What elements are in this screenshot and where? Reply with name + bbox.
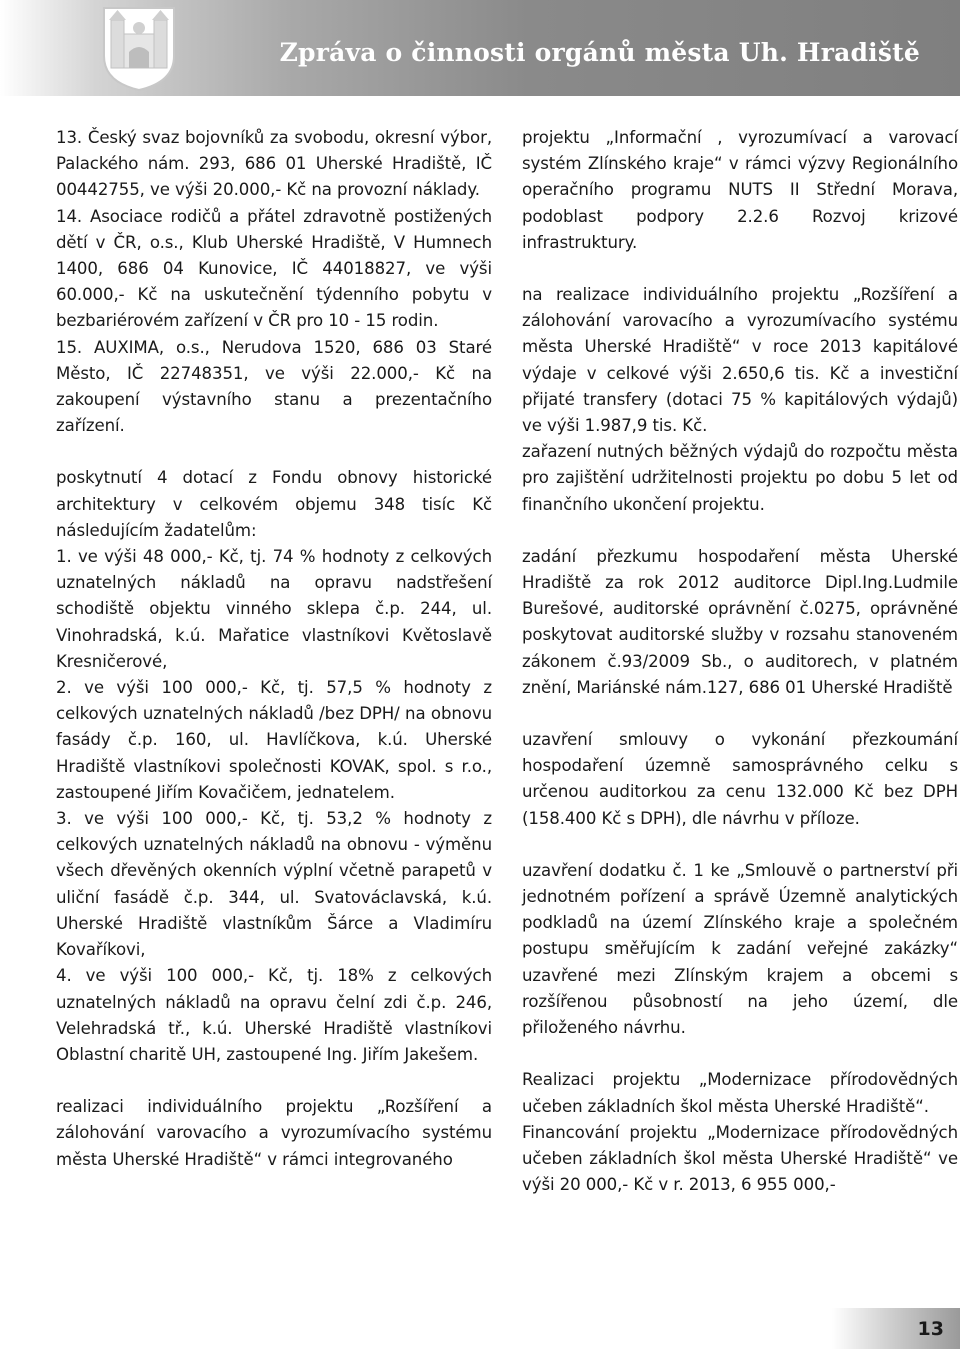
- paragraph: poskytnutí 4 dotací z Fondu obnovy historické architektury v celkovém objemu 348 tisíc Kč následujícím žadatelům:: [56, 468, 492, 540]
- paragraph: zařazení nutných běžných výdajů do rozpočtu města pro zajištění udržitelnosti projektu po dobu 5 let od finančního ukončení projektu.: [522, 442, 958, 514]
- paragraph-gap: [56, 439, 492, 465]
- page-number: 13: [917, 1318, 944, 1340]
- paragraph: 2. ve výši 100 000,- Kč, tj. 57,5 % hodnoty z celkových uznatelných nákladů /bez DPH/ na obnovu fasády č.p. 160, ul. Havlíčkova, k.ú. Uherské Hradiště vlastníkovi společnosti KOVAK, spol. s r.o., zastoupené Jiřím Kovačičem, jednatelem.: [56, 678, 492, 802]
- paragraph: Financování projektu „Modernizace přírodovědných učeben základních škol města Uherské Hradiště“ ve výši 20 000,- Kč v r. 2013, 6 955 000,-: [522, 1122, 958, 1195]
- paragraph: uzavření smlouvy o vykonání přezkoumání hospodaření územně samosprávného celku s určenou auditorkou za cenu 132.000 Kč bez DPH (158.400 Kč s DPH), dle návrhu v příloze.: [522, 730, 958, 828]
- paragraph: 1. ve výši 48 000,- Kč, tj. 74 % hodnoty z celkových uznatelných nákladů na opravu nadstřešení schodiště objektu vinného sklepa č.p. 244, ul. Vinohradská, k.ú. Mařatice vlastníkovi Květoslavě Kresničerové,: [56, 547, 492, 671]
- right-column: [522, 125, 958, 1198]
- paragraph: na realizace individuálního projektu „Rozšíření a zálohování varovacího a vyrozumívacího systému města Uherské Hradiště“ v roce 2013 kapitálové výdaje v celkové výši 2.650,6 tis. Kč a investiční přijaté transfery (dotaci 75 % kapitálových výdajů) ve výši 1.987,9 tis. Kč.: [522, 285, 958, 436]
- paragraph-gap: [56, 1068, 492, 1094]
- paragraph: Realizaci projektu „Modernizace přírodovědných učeben základních škol města Uherské Hradiště“.: [522, 1070, 958, 1116]
- paragraph: 14. Asociace rodičů a přátel zdravotně postižených dětí v ČR, o.s., Klub Uherské Hradiště, V Humnech 1400, 686 04 Kunovice, IČ 44018827, ve výši 60.000,- Kč na uskutečnění týdenního pobytu v bezbariérovém zařízení v ČR pro 10 - 15 rodin.: [56, 206, 492, 331]
- paragraph-gap: [522, 518, 958, 544]
- paragraph-gap: [522, 701, 958, 727]
- paragraph: uzavření dodatku č. 1 ke „Smlouvě o partnerství při jednotném pořízení a správě Územně analytických podkladů na území Zlínského kraje a společném postupu směřujícím k zadání veřejné zakázky“ uzavřené mezi Zlínským krajem a obcemi s rozšířenou působností na jeho území, dle přiloženého návrhu.: [522, 860, 958, 1038]
- paragraph: zadání přezkumu hospodaření města Uherské Hradiště za rok 2012 auditorce Dipl.Ing.Ludmile Burešové, auditorské oprávnění č.0275, oprávněné poskytovat auditorské služby v rozsahu stanoveném zákonem č.93/2009 Sb., o auditorech, v platném znění, Mariánské nám.127, 686 01 Uherské Hradiště: [522, 546, 958, 697]
- page-header: [0, 0, 960, 96]
- publication-title: Zpráva o činnosti orgánů města Uh. Hradiště: [279, 38, 920, 67]
- paragraph-gap: [522, 1041, 958, 1067]
- paragraph: 4. ve výši 100 000,- Kč, tj. 18% z celkových uznatelných nákladů na opravu čelní zdi č.p. 246, Velehradská tř., k.ú. Uherské Hradiště vlastníkovi Oblastní charitě UH, zastoupené Ing. Jiřím Jakešem.: [56, 966, 492, 1064]
- paragraph: 13. Český svaz bojovníků za svobodu, okresní výbor, Palackého nám. 293, 686 01 Uherské Hradiště, IČ 00442755, ve výši 20.000,- Kč na provozní náklady.: [56, 128, 492, 200]
- paragraph: realizaci individuálního projektu „Rozšíření a zálohování varovacího a vyrozumívacího systému města Uherské Hradiště“ v rámci integrovaného: [56, 1097, 492, 1169]
- paragraph-gap: [522, 832, 958, 858]
- paragraph-gap: [522, 256, 958, 282]
- city-coat-of-arms-icon: [100, 4, 178, 92]
- paragraph: 15. AUXIMA, o.s., Nerudova 1520, 686 03 Staré Město, IČ 22748351, ve výši 22.000,- Kč na zakoupení výstavního stanu a prezentačního zařízení.: [56, 337, 492, 436]
- left-column: [56, 125, 492, 1173]
- paragraph: projektu „Informační , vyrozumívací a varovací systém Zlínského kraje“ v rámci výzvy Regionálního operačního programu NUTS II Střední Morava, podoblast podpory 2.2.6 Rozvoj krizové infrastruktury.: [522, 128, 958, 252]
- paragraph: 3. ve výši 100 000,- Kč, tj. 53,2 % hodnoty z celkových uznatelných nákladů na obnovu - výměnu všech dřevěných okenních výplní včetně parapetů v uliční fasádě č.p. 344, ul. Svatováclavská, k.ú. Uherské Hradiště vlastníkům Šárce a Vladimíru Kovaříkovi,: [56, 809, 492, 960]
